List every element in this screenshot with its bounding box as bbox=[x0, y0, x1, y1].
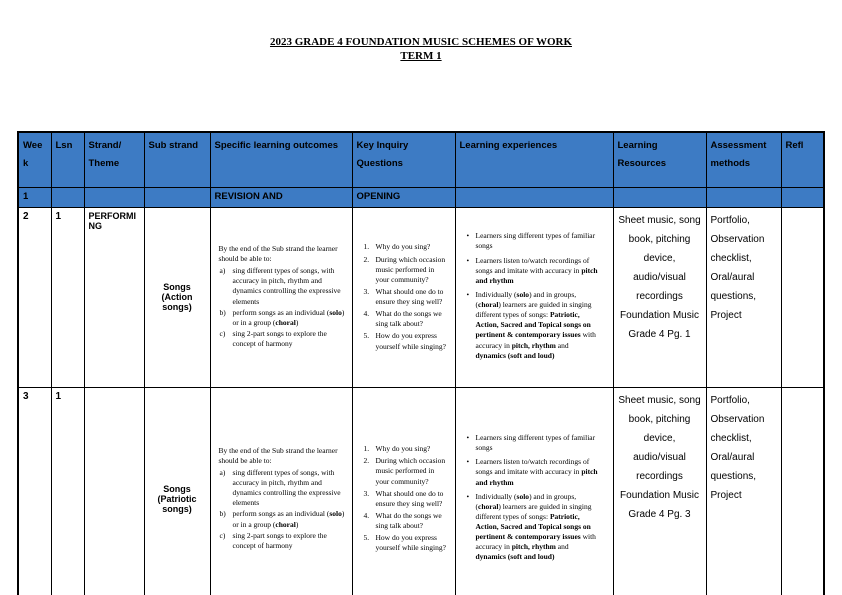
sub-strand-cell: Songs (Action songs) bbox=[144, 207, 210, 387]
lesson-cell: 1 bbox=[51, 387, 84, 595]
revision-label-left: REVISION AND bbox=[210, 187, 352, 207]
table-row-week-3 bbox=[18, 387, 824, 595]
schemes-of-work-table bbox=[17, 131, 825, 595]
reflection-cell bbox=[781, 207, 824, 387]
col-header-learning-experiences: Learning experiences bbox=[455, 132, 613, 187]
col-header-specific-learning-outcomes: Specific learning outcomes bbox=[210, 132, 352, 187]
outcome-item: sing 2-part songs to explore the concept of harmony bbox=[232, 530, 327, 550]
learning-experiences-list bbox=[466, 433, 599, 563]
document-title-block bbox=[0, 36, 842, 64]
col-header-refl: Refl bbox=[781, 132, 824, 187]
outcomes-intro: By the end of the Sub strand the learner should be able to: bbox=[218, 445, 338, 465]
sub-strand-cell: Songs (Patriotic songs) bbox=[144, 387, 210, 595]
col-header-lsn: Lsn bbox=[51, 132, 84, 187]
inquiry-questions-list bbox=[363, 242, 447, 351]
inquiry-question-item: What do the songs we sing talk about? bbox=[375, 309, 442, 329]
empty-cell bbox=[781, 187, 824, 207]
assessment-methods-cell: Portfolio, Observation checklist, Oral/aural questions, Project bbox=[706, 207, 781, 387]
outcome-item: perform songs as an individual (solo) or in a group (choral) bbox=[232, 307, 345, 327]
lesson-cell: 1 bbox=[51, 207, 84, 387]
inquiry-question-item: How do you express yourself while singing? bbox=[375, 331, 446, 351]
outcomes-list bbox=[219, 266, 346, 349]
col-header-sub-strand: Sub strand bbox=[144, 132, 210, 187]
inquiry-questions-cell bbox=[352, 387, 455, 595]
empty-cell bbox=[706, 187, 781, 207]
outcomes-cell bbox=[210, 387, 352, 595]
outcomes-cell bbox=[210, 207, 352, 387]
strand-cell bbox=[84, 387, 144, 595]
outcomes-intro: By the end of the Sub strand the learner should be able to: bbox=[218, 243, 338, 263]
col-header-learning-resources: Learning Resources bbox=[613, 132, 706, 187]
learning-experiences-cell bbox=[455, 387, 613, 595]
strand-cell: PERFORMING bbox=[84, 207, 144, 387]
inquiry-question-item: Why do you sing? bbox=[375, 242, 431, 252]
inquiry-question-item: During which occasion music performed in your community? bbox=[375, 254, 446, 284]
inquiry-questions-cell bbox=[352, 207, 455, 387]
inquiry-question-item: What should one do to ensure they sing well? bbox=[375, 488, 444, 508]
inquiry-questions-list bbox=[363, 444, 447, 553]
experience-item: • Individually (solo) and in groups, (choral) learners are guided in singing different types of songs: Patriotic, Action, Sacred and Topical songs on pertinent & contemporary issues with accuracy in pitch, rhythm and dynamics (soft and loud) bbox=[476, 492, 599, 563]
experience-item: • Learners listen to/watch recordings of songs and imitate with accuracy in pitch and rhythm bbox=[476, 457, 599, 487]
revision-label-right: OPENING bbox=[352, 187, 455, 207]
inquiry-question-item: Why do you sing? bbox=[375, 444, 431, 454]
week-cell: 3 bbox=[18, 387, 51, 595]
outcomes-list bbox=[219, 468, 346, 551]
outcome-item: perform songs as an individual (solo) or in a group (choral) bbox=[232, 509, 345, 529]
outcome-item: sing different types of songs, with accuracy in pitch, rhythm and dynamics controlling the expressive elements bbox=[232, 266, 341, 306]
inquiry-question-item: What should one do to ensure they sing well? bbox=[375, 286, 444, 306]
col-header-week: Week bbox=[18, 132, 51, 187]
revision-week-cell: 1 bbox=[18, 187, 51, 207]
outcome-item: sing 2-part songs to explore the concept of harmony bbox=[232, 328, 327, 348]
week-cell: 2 bbox=[18, 207, 51, 387]
learning-experiences-list bbox=[466, 231, 599, 361]
col-header-assessment-methods: Assessment methods bbox=[706, 132, 781, 187]
experience-item: • Learners sing different types of familiar songs bbox=[476, 231, 599, 251]
empty-cell bbox=[144, 187, 210, 207]
learning-resources-cell: Sheet music, song book, pitching device, audio/visual recordings Foundation Music Grade 4 Pg. 1 bbox=[613, 207, 706, 387]
page-subtitle: TERM 1 bbox=[400, 49, 442, 62]
experience-item: • Learners listen to/watch recordings of songs and imitate with accuracy in pitch and rhythm bbox=[476, 256, 599, 286]
inquiry-question-item: How do you express yourself while singing? bbox=[375, 533, 446, 553]
page-title: 2023 GRADE 4 FOUNDATION MUSIC SCHEMES OF WORK bbox=[269, 36, 572, 48]
revision-row bbox=[18, 187, 824, 207]
experience-item: • Learners sing different types of familiar songs bbox=[476, 433, 599, 453]
inquiry-question-item: During which occasion music performed in your community? bbox=[375, 456, 446, 486]
header-row bbox=[18, 132, 824, 187]
empty-cell bbox=[51, 187, 84, 207]
col-header-strand-theme: Strand/ Theme bbox=[84, 132, 144, 187]
outcome-item: sing different types of songs, with accuracy in pitch, rhythm and dynamics controlling the expressive elements bbox=[232, 467, 341, 508]
empty-cell bbox=[613, 187, 706, 207]
col-header-key-inquiry-questions: Key Inquiry Questions bbox=[352, 132, 455, 187]
reflection-cell bbox=[781, 387, 824, 595]
inquiry-question-item: What do the songs we sing talk about? bbox=[375, 510, 442, 530]
learning-resources-cell: Sheet music, song book, pitching device, audio/visual recordings Foundation Music Grade 4 Pg. 3 bbox=[613, 387, 706, 595]
assessment-methods-cell: Portfolio, Observation checklist, Oral/aural questions, Project bbox=[706, 387, 781, 595]
empty-cell bbox=[455, 187, 613, 207]
experience-item: • Individually (solo) and in groups, (choral) learners are guided in singing different types of songs: Patriotic, Action, Sacred and Topical songs on pertinent & contemporary issues with accuracy in pitch, rhythm and dynamics (soft and loud) bbox=[476, 290, 599, 361]
table-row-week-2 bbox=[18, 207, 824, 387]
empty-cell bbox=[84, 187, 144, 207]
learning-experiences-cell bbox=[455, 207, 613, 387]
